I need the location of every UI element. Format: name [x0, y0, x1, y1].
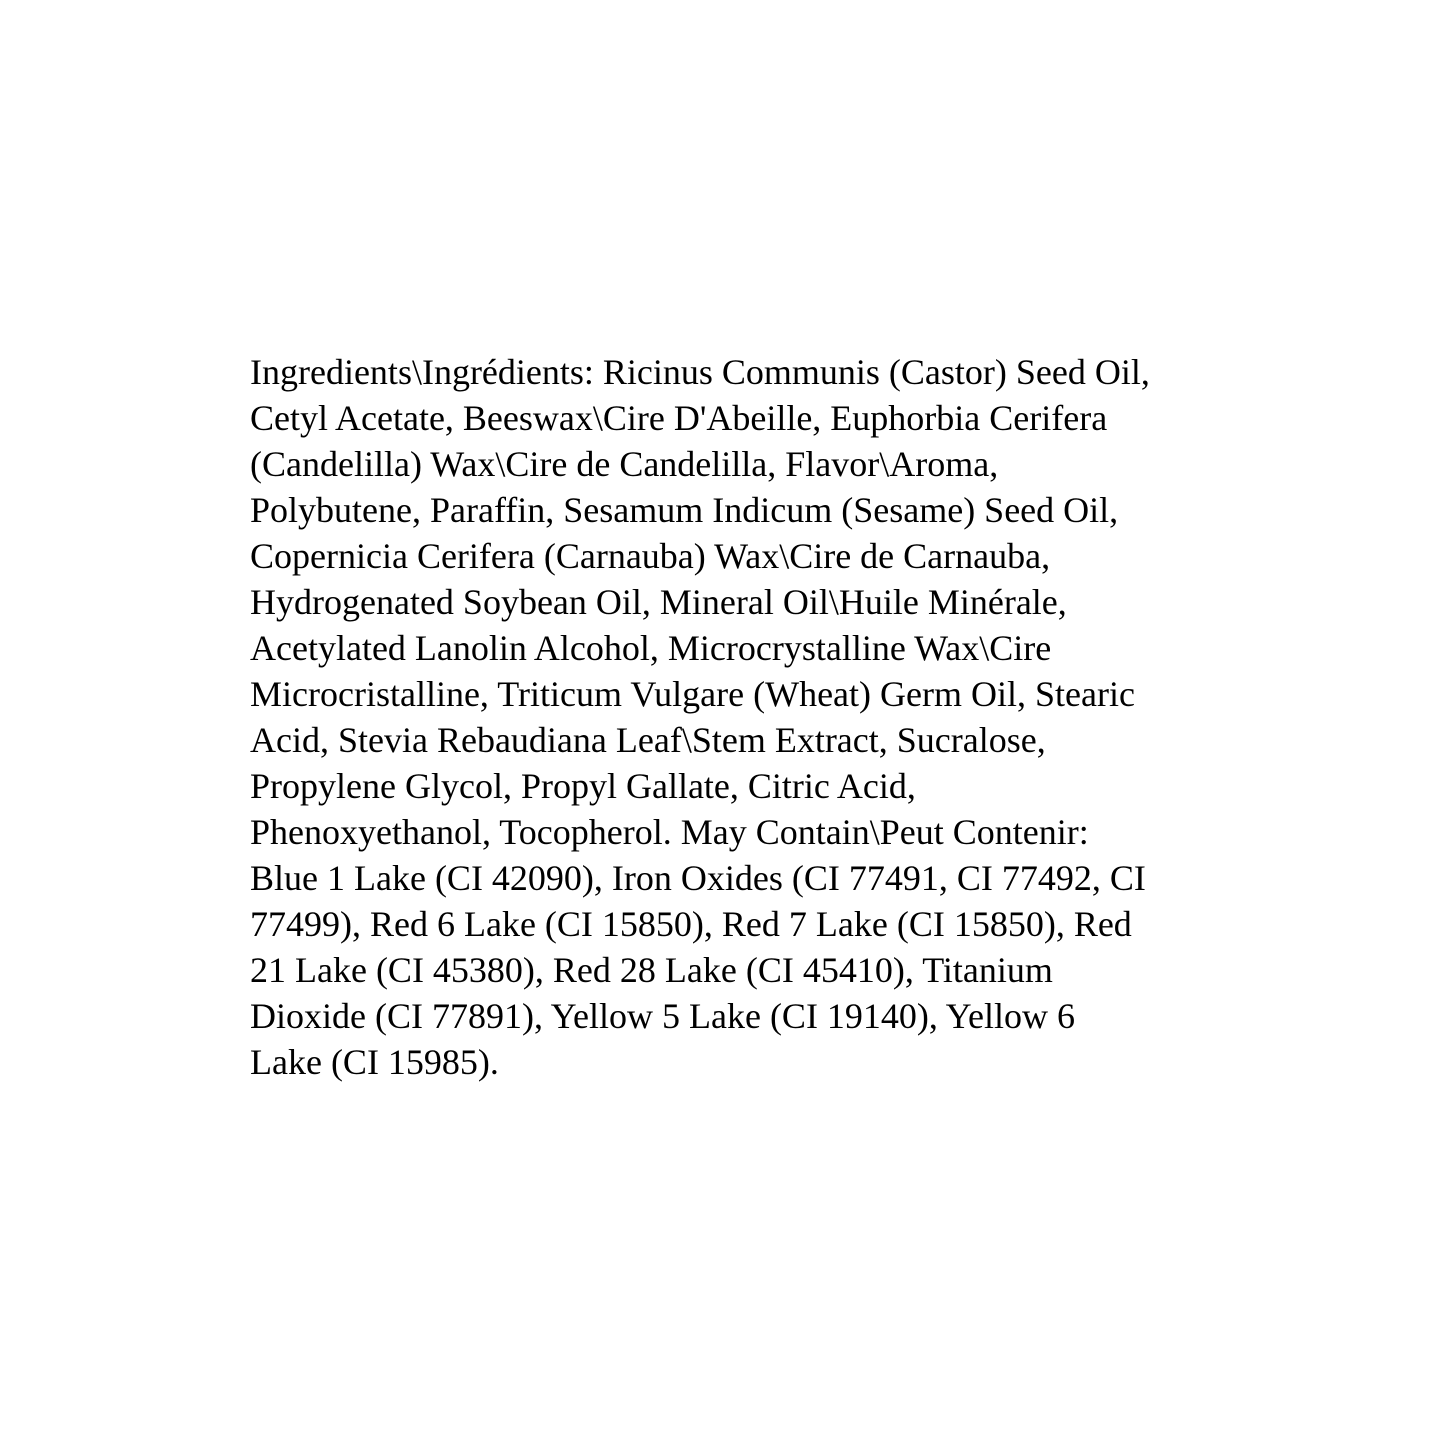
ingredients-text-line: 77499), Red 6 Lake (CI 15850), Red 7 Lake (CI 15850), Red	[250, 904, 1132, 944]
ingredients-text-line: Blue 1 Lake (CI 42090), Iron Oxides (CI 77491, CI 77492, CI	[250, 858, 1146, 898]
ingredients-text-line: (Candelilla) Wax\Cire de Candelilla, Flavor\Aroma,	[250, 444, 999, 484]
ingredients-text-line: Polybutene, Paraffin, Sesamum Indicum (Sesame) Seed Oil,	[250, 490, 1119, 530]
ingredients-paragraph	[250, 349, 1218, 1085]
ingredients-text-line: Cetyl Acetate, Beeswax\Cire D'Abeille, Euphorbia Cerifera	[250, 398, 1108, 438]
ingredients-text-line: Ingredients\Ingrédients: Ricinus Communis (Castor) Seed Oil,	[250, 352, 1150, 392]
ingredients-text-line: Dioxide (CI 77891), Yellow 5 Lake (CI 19140), Yellow 6	[250, 996, 1075, 1036]
ingredients-text-line: Copernicia Cerifera (Carnauba) Wax\Cire de Carnauba,	[250, 536, 1051, 576]
ingredients-text-line: Phenoxyethanol, Tocopherol. May Contain\Peut Contenir:	[250, 812, 1089, 852]
ingredients-text-line: Hydrogenated Soybean Oil, Mineral Oil\Huile Minérale,	[250, 582, 1067, 622]
ingredients-text-line: Microcristalline, Triticum Vulgare (Wheat) Germ Oil, Stearic	[250, 674, 1135, 714]
ingredients-text-line: Acid, Stevia Rebaudiana Leaf\Stem Extract, Sucralose,	[250, 720, 1046, 760]
ingredients-text-line: 21 Lake (CI 45380), Red 28 Lake (CI 45410), Titanium	[250, 950, 1053, 990]
ingredients-text-line: Lake (CI 15985).	[250, 1042, 499, 1082]
ingredients-text-line: Acetylated Lanolin Alcohol, Microcrystalline Wax\Cire	[250, 628, 1052, 668]
ingredients-text-line: Propylene Glycol, Propyl Gallate, Citric Acid,	[250, 766, 916, 806]
